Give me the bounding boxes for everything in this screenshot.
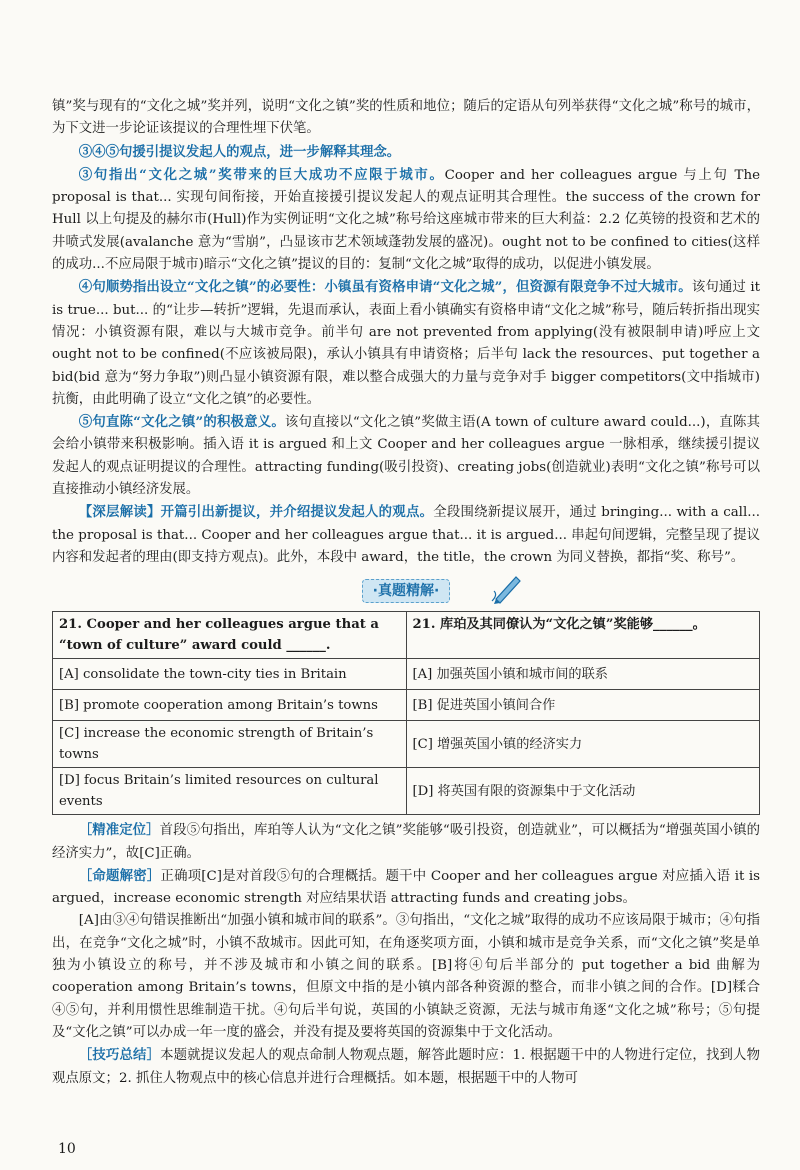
- question-stem-en: 21. Cooper and her colleagues argue that a “town of culture” award could ______.: [53, 612, 407, 659]
- highlight-sentence-5: ⑤句直陈“文化之镇”的积极意义。: [78, 414, 285, 431]
- paragraph-distractors: [A]由③④句错误推断出“加强小镇和城市间的联系”。③句指出，“文化之城”取得的成功不应该局限于城市；④句指出，在竞争“文化之城”时，小镇不敌城市。因此可知，在角逐奖项方面，小镇和城市是竞争关系，而“文化之镇”奖是单独为小镇设立的称号，并不涉及城市和小镇之间的联系。[B]将④句后半部分的 put together a bid 曲解为 cooperation among Britain’s towns，但原文中指的是小镇内部各种资源的整合，而非小镇之间的合作。[D]糅合④⑤句，并利用惯性思维制造干扰。④句后半句说，英国的小镇缺乏资源，无法与城市角逐“文化之城”称号；⑤句提及“文化之镇”可以办成一年一度的盛会，并没有提及要将英国的资源集中于文化活动。: [52, 913, 760, 1040]
- paragraph-intro: 镇”奖与现有的“文化之城”奖并列，说明“文化之镇”奖的性质和地位；随后的定语从句列举获得“文化之城”称号的城市，为下文进一步论证该提议的合理性埋下伏笔。: [52, 99, 760, 137]
- highlight-sentence-4: ④句顺势指出设立“文化之镇”的必要性：小镇虽有资格申请“文化之城”，但资源有限竞争不过大城市。: [78, 279, 692, 296]
- deep-reading-body: 全段围绕新提议展开，通过 bringing... with a call... the proposal is that... Cooper and her colleagues argue that... it is argued... 串起句间逻辑，完整呈现了提议内容和发起者的理由(即支持方观点)。此外，本段中 award，the title，the crown 为同义替换，都指“奖、称号”。: [52, 505, 761, 565]
- tips-tag: ［技巧总结］: [78, 1047, 161, 1064]
- paragraph-sentence-5: [52, 411, 760, 501]
- option-row: [53, 659, 760, 690]
- option-c-en: [C] increase the economic strength of Britain’s towns: [53, 721, 407, 768]
- paragraph-sentence-4: [52, 276, 760, 411]
- deep-reading-head: 开篇引出新提议，并介绍提议发起人的观点。: [160, 504, 434, 521]
- paragraph-location: [52, 819, 760, 865]
- question-stem-row: [53, 612, 760, 659]
- banner-label: ·真题精解·: [362, 579, 451, 603]
- tips-body: 本题就提议发起人的观点命制人物观点题，解答此题时应：1. 根据题干中的人物进行定位，找到人物观点原文；2. 抓住人物观点中的核心信息并进行合理概括。如本题，根据题干中的人物可: [52, 1048, 760, 1086]
- option-c-zh: [C] 增强英国小镇的经济实力: [406, 721, 760, 768]
- option-a-zh: [A] 加强英国小镇和城市间的联系: [406, 659, 760, 690]
- paragraph-tips: [52, 1044, 760, 1090]
- question-stem-zh: 21. 库珀及其同僚认为“文化之镇”奖能够______。: [406, 612, 760, 659]
- decoding-tag: ［命题解密］: [78, 867, 161, 884]
- deep-reading-tag: 【深层解读】: [78, 504, 161, 521]
- highlight-sentence-345: ③④⑤句援引提议发起人的观点，进一步解释其理念。: [78, 143, 401, 160]
- paragraph-sentence-345: [52, 141, 760, 164]
- option-row: [53, 690, 760, 721]
- option-b-en: [B] promote cooperation among Britain’s towns: [53, 690, 407, 721]
- body-sentence-3: Cooper and her colleagues argue 与上句 The proposal is that... 实现句间衔接，开始直接援引提议发起人的观点证明其合理性。the success of the crown for Hull 以上句提及的赫尔市(Hull)作为实例证明“文化之城”称号给这座城市带来的巨大利益：2.2 亿英镑的投资和艺术的井喷式发展(avalanche 意为“雪崩”，凸显该市艺术领域蓬勃发展的盛况)。ought not to be confined to cities(这样的成功...不应局限于城市)暗示“文化之镇”提议的目的：复制“文化之城”取得的成功，以促进小镇发展。: [52, 167, 760, 273]
- paragraph-deep-reading: [52, 501, 760, 569]
- decoding-body: 正确项[C]是对首段⑤句的合理概括。题干中 Cooper and her colleagues argue 对应插入语 it is argued，increase economic strength 对应结果状语 attracting funds and creating jobs。: [52, 868, 760, 907]
- body-sentence-5: 该句直接以“文化之镇”奖做主语(A town of culture award could...)，直陈其会给小镇带来积极影响。插入语 it is argued 和上文 Cooper and her colleagues argue 一脉相承，继续援引提议发起人的观点证明提议的合理性。attracting funding(吸引投资)、creating jobs(创造就业)表明“文化之镇”称号可以直接推动小镇经济发展。: [52, 415, 761, 498]
- location-tag: ［精准定位］: [78, 822, 160, 839]
- option-row: [53, 721, 760, 768]
- highlight-sentence-3: ③句指出“文化之城”奖带来的巨大成功不应限于城市。: [78, 166, 445, 183]
- body-sentence-4: 该句通过 it is true... but... 的“让步—转折”逻辑，先退而承认，表面上看小镇确实有资格申请“文化之城”称号，随后转折指出现实情况：小镇资源有限，难以与大城市竞争。前半句 are not prevented from applying(没有被限制申请)呼应上文 ought not to be confined(不应该被局限)，承认小镇具有申请资格；后半句 lack the resources、put together a bid(bid 意为“努力争取”)则凸显小镇资源有限，难以整合成强大的力量与竞争对手 bigger competitors(文中指城市)抗衡，由此明确了设立“文化之镇”的必要性。: [52, 280, 760, 407]
- page-number: 10: [58, 1141, 76, 1157]
- option-a-en: [A] consolidate the town-city ties in Britain: [53, 659, 407, 690]
- option-d-zh: [D] 将英国有限的资源集中于文化活动: [406, 768, 760, 815]
- paragraph-sentence-3: [52, 164, 760, 276]
- option-row: [53, 768, 760, 815]
- section-banner: [52, 579, 760, 605]
- pen-icon: [490, 571, 524, 605]
- option-b-zh: [B] 促进英国小镇间合作: [406, 690, 760, 721]
- location-body: 首段⑤句指出，库珀等人认为“文化之镇”奖能够“吸引投资，创造就业”，可以概括为“增强英国小镇的经济实力”，故[C]正确。: [52, 823, 761, 861]
- question-table: [52, 611, 760, 815]
- option-d-en: [D] focus Britain’s limited resources on cultural events: [53, 768, 407, 815]
- paragraph-decoding: [52, 865, 760, 911]
